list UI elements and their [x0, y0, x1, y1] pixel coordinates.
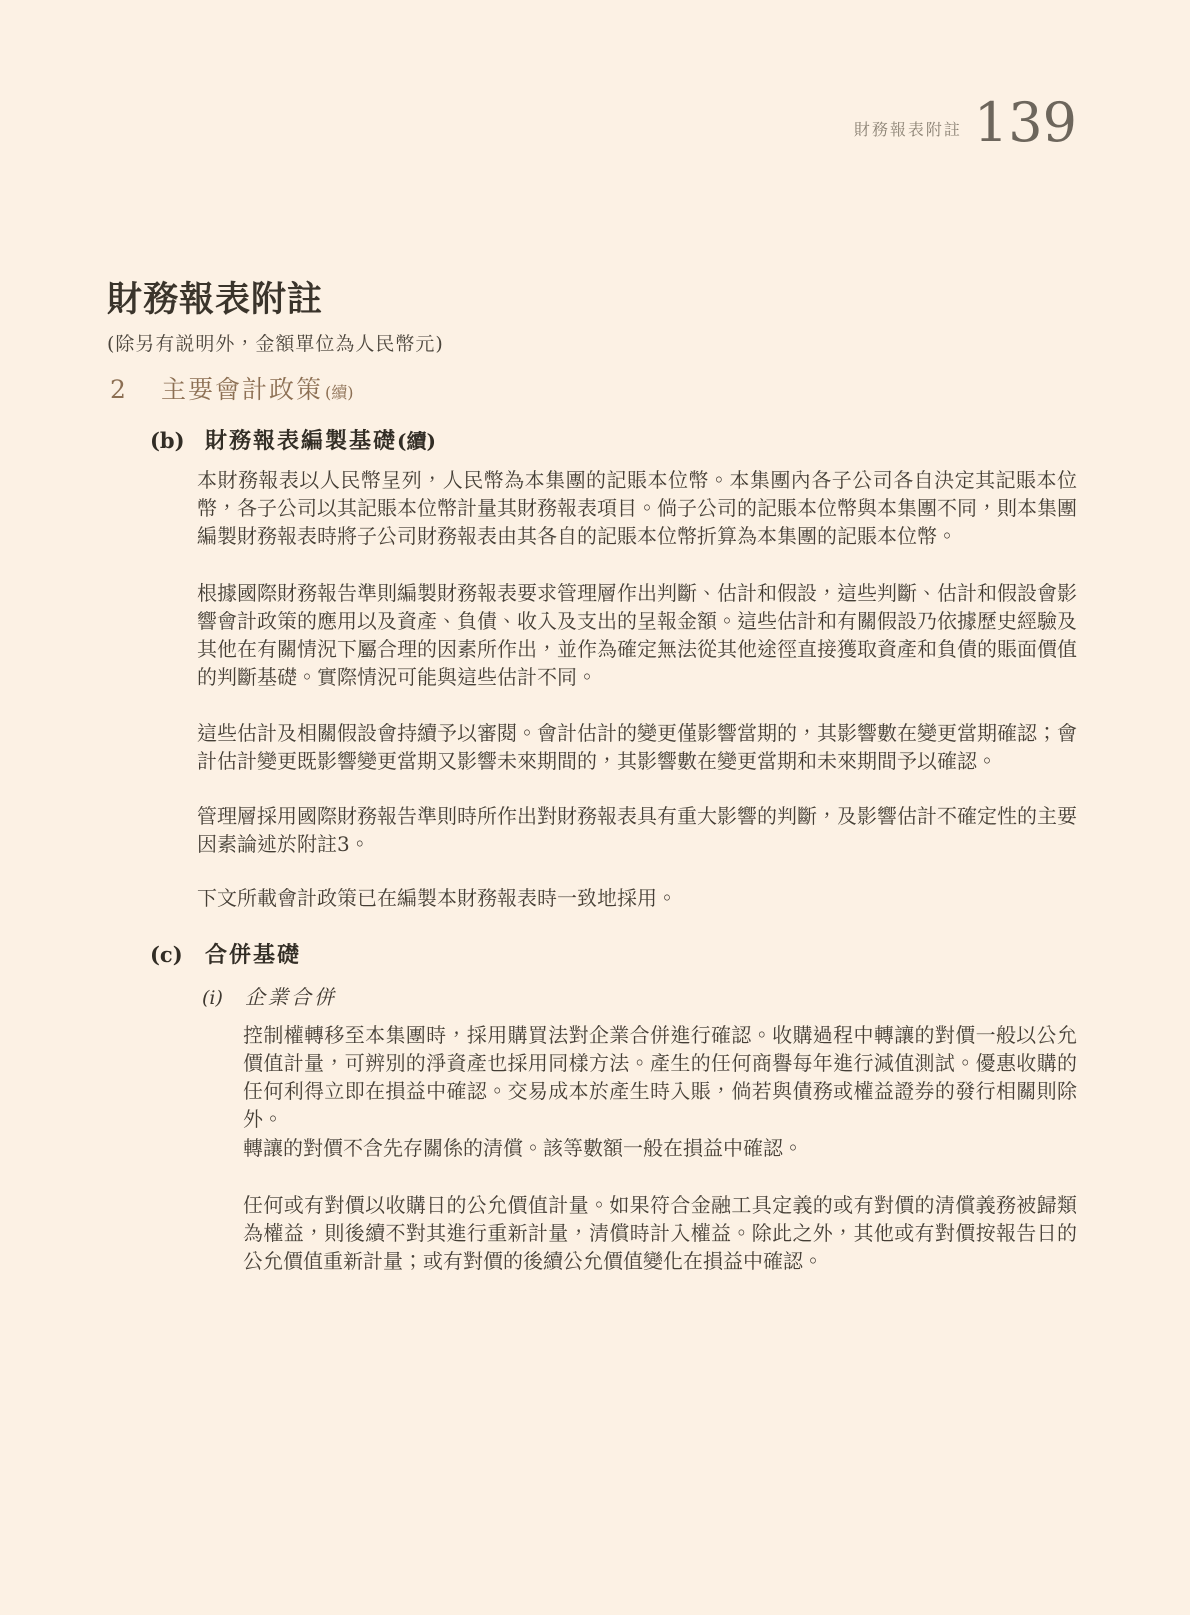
section-continued-note: (續) — [325, 383, 354, 402]
subsection-c-title: 合併基礎 — [205, 942, 302, 968]
section-number: 2 — [110, 375, 126, 404]
paragraph-consideration-transferred: 轉讓的對價不含先存關係的清償。該等數額一般在損益中確認。 — [243, 1136, 803, 1160]
paragraph-estimate-revisions: 這些估計及相關假設會持續予以審閱。會計估計的變更僅影響當期的，其影響數在變更當期確認；會計估計變更既影響變更當期又影響未來期間的，其影響數在變更當期和未來期間予以確認。 — [197, 721, 1077, 773]
section-title: 主要會計政策 — [161, 375, 324, 404]
paragraph-note-3-reference: 管理層採用國際財務報告準則時所作出對財務報表具有重大影響的判斷，及影響估計不確定性的主要因素論述於附註3。 — [197, 804, 1077, 856]
subsection-b-title: 財務報表編製基礎 — [205, 428, 398, 454]
item-i-label: (i) — [202, 987, 223, 1009]
page-number: 139 — [973, 91, 1077, 154]
paragraph-policies-applied: 下文所載會計政策已在編製本財務報表時一致地採用。 — [197, 886, 677, 910]
item-i-title: 企業合併 — [245, 985, 337, 1009]
page-subtitle: (除另有説明外，金額單位為人民幣元) — [107, 333, 444, 355]
paragraph-contingent-consideration: 任何或有對價以收購日的公允價值計量。如果符合金融工具定義的或有對價的清償義務被歸類為權益，則後續不對其進行重新計量，清償時計入權益。除此之外，其他或有對價按報告日的公允價值重新計量；或有對價的後續公允價值變化在損益中確認。 — [243, 1193, 1077, 1273]
running-header-label: 財務報表附註 — [853, 120, 962, 139]
page-title: 財務報表附註 — [107, 279, 324, 320]
subsection-c-label: (c) — [150, 942, 183, 967]
running-header — [853, 91, 1077, 154]
subsection-b-continued-note: (續) — [397, 429, 436, 453]
paragraph-business-combination: 控制權轉移至本集團時，採用購買法對企業合併進行確認。收購過程中轉讓的對價一般以公允價值計量，可辨別的淨資產也採用同樣方法。產生的任何商譽每年進行減值測試。優惠收購的任何利得立即在損益中確認。交易成本於產生時入賬，倘若與債務或權益證券的發行相關則除外。 — [243, 1023, 1077, 1131]
subsection-b-heading — [150, 424, 436, 455]
paragraph-judgements-estimates: 根據國際財務報告準則編製財務報表要求管理層作出判斷、估計和假設，這些判斷、估計和假設會影響會計政策的應用以及資產、負債、收入及支出的呈報金額。這些估計和有關假設乃依據歷史經驗及其他在有關情況下屬合理的因素所作出，並作為確定無法從其他途徑直接獲取資產和負債的賬面價值的判斷基礎。實際情況可能與這些估計不同。 — [197, 581, 1077, 689]
subsection-c-heading — [150, 938, 301, 969]
subsection-b-label: (b) — [150, 428, 185, 453]
paragraph-functional-currency: 本財務報表以人民幣呈列，人民幣為本集團的記賬本位幣。本集團內各子公司各自決定其記賬本位幣，各子公司以其記賬本位幣計量其財務報表項目。倘子公司的記賬本位幣與本集團不同，則本集團編製財務報表時將子公司財務報表由其各自的記賬本位幣折算為本集團的記賬本位幣。 — [197, 468, 1077, 548]
item-i-heading — [202, 981, 337, 1010]
section-2-heading — [110, 370, 354, 406]
